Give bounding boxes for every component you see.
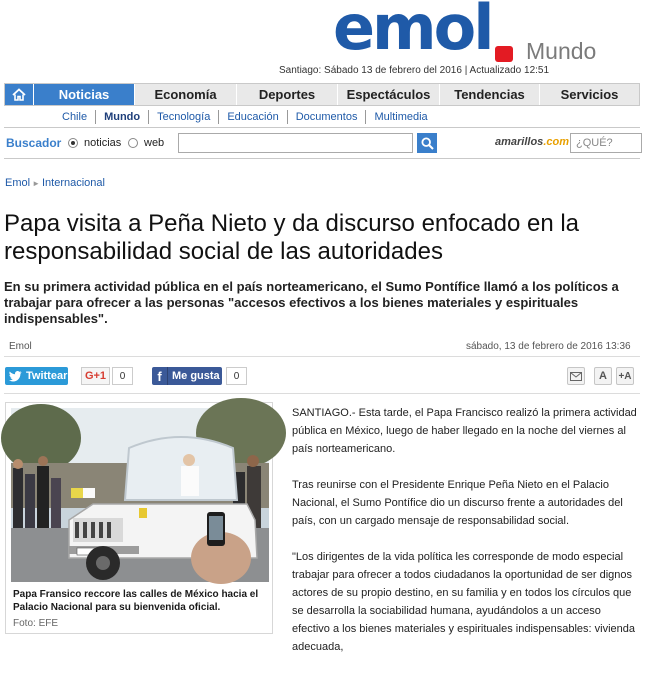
subnav-mundo[interactable]: Mundo [96, 110, 149, 124]
font-increase-button[interactable] [616, 367, 634, 385]
emol-logo[interactable] [333, 0, 633, 65]
amarillos-logo[interactable] [495, 136, 569, 148]
gplus-button[interactable]: G+1 [81, 367, 110, 385]
home-icon [12, 88, 26, 101]
nav-servicios[interactable]: Servicios [560, 87, 619, 102]
subnav-chile[interactable]: Chile [54, 110, 96, 124]
dateline: Santiago: Sábado 13 de febrero del 2016 | Actualizado 12:51 [279, 65, 550, 76]
facebook-icon: f [152, 367, 168, 385]
article-paragraph: "Los dirigentes de la vida política les corresponde de modo especial trabajar para ofrecer a todos ciudadanos la oportunidad de ser dignos actores de su propio destino, en su familia y en todos los círculos que se desarrolla la sociabilidad humana, ayudándolos a un acceso efectivo a los bienes materiales y espirituales indispensables: vivienda adecuada, [292, 551, 636, 653]
subnav-educacion[interactable]: Educación [219, 110, 287, 124]
radio-noticias-label: noticias [84, 137, 122, 149]
home-button[interactable] [5, 84, 34, 105]
article-photo[interactable] [11, 408, 269, 582]
facebook-like-button[interactable] [152, 367, 222, 385]
photo-block [5, 402, 273, 634]
que-input[interactable]: ¿QUÉ? [570, 133, 642, 153]
photo-caption: Papa Fransico reccore las calles de México hacia el Palacio Nacional para su bienvenida oficial. [13, 589, 259, 613]
twitter-bird-icon [9, 371, 22, 382]
subnav-multimedia[interactable]: Multimedia [374, 111, 428, 123]
radio-web[interactable] [128, 138, 138, 148]
photo-credit: Foto: EFE [13, 618, 59, 629]
nav-tendencias[interactable]: Tendencias [440, 84, 540, 105]
article-headline: Papa visita a Peña Nieto y da discurso enfocado en la responsabilidad social de las autoridades [4, 210, 580, 265]
article-source: Emol [9, 341, 32, 352]
subnav-documentos[interactable]: Documentos [288, 110, 367, 124]
radio-noticias[interactable] [68, 138, 78, 148]
popemobile-illustration [11, 408, 269, 582]
sub-nav [54, 110, 436, 124]
breadcrumb [5, 177, 105, 189]
search-bar [4, 133, 640, 153]
facebook-like-label: Me gusta [172, 370, 220, 382]
search-input[interactable] [178, 133, 413, 153]
email-icon [570, 372, 582, 381]
article-paragraph: Tras reunirse con el Presidente Enrique Peña Nieto en el Palacio Nacional, el Sumo Pontífice dio un discurso frente a autoridades del país, con un cargado mensaje de responsabilidad social. [292, 479, 623, 527]
breadcrumb-arrow-icon: ► [32, 179, 40, 188]
divider [4, 127, 640, 128]
font-decrease-icon: A [599, 370, 607, 382]
logo-dot [495, 46, 513, 62]
divider [4, 158, 640, 159]
search-icon [421, 137, 434, 150]
article-date: sábado, 13 de febrero de 2016 13:36 [466, 341, 631, 352]
radio-web-label: web [144, 137, 165, 149]
nav-espectaculos[interactable]: Espectáculos [338, 84, 440, 105]
gplus-count: 0 [112, 367, 133, 385]
breadcrumb-root[interactable]: Emol [5, 177, 31, 189]
main-nav [4, 83, 640, 106]
facebook-count: 0 [226, 367, 247, 385]
amarillos-brand: amarillos [495, 136, 544, 148]
divider [4, 356, 640, 357]
section-title: Mundo [526, 38, 597, 64]
nav-noticias[interactable]: Noticias [34, 84, 135, 105]
nav-economia[interactable]: Economía [135, 84, 237, 105]
email-button[interactable] [567, 367, 585, 385]
search-label: Buscador [6, 136, 62, 150]
divider [4, 393, 640, 394]
font-increase-icon: +A [618, 370, 632, 382]
article-lead: En su primera actividad pública en el país norteamericano, el Sumo Pontífice llamó a los políticos a trabajar para ofrecer a las personas "accesos efectivos a los bienes materiales y espirituales indispensables". [4, 279, 619, 326]
subnav-tecnologia[interactable]: Tecnología [149, 110, 219, 124]
article-paragraph: SANTIAGO.- Esta tarde, el Papa Francisco realizó la primera actividad pública en México, luego de haber llegado en la noche del viernes al país norteamericano. [292, 407, 637, 455]
search-button[interactable] [417, 133, 437, 153]
breadcrumb-section[interactable]: Internacional [41, 177, 105, 189]
article-body [292, 404, 641, 674]
nav-deportes[interactable]: Deportes [237, 84, 338, 105]
tweet-label: Twittear [26, 370, 68, 382]
font-decrease-button[interactable] [594, 367, 612, 385]
tweet-button[interactable] [5, 367, 68, 385]
logo-text: emol [333, 0, 492, 64]
amarillos-tld: .com [543, 136, 569, 148]
